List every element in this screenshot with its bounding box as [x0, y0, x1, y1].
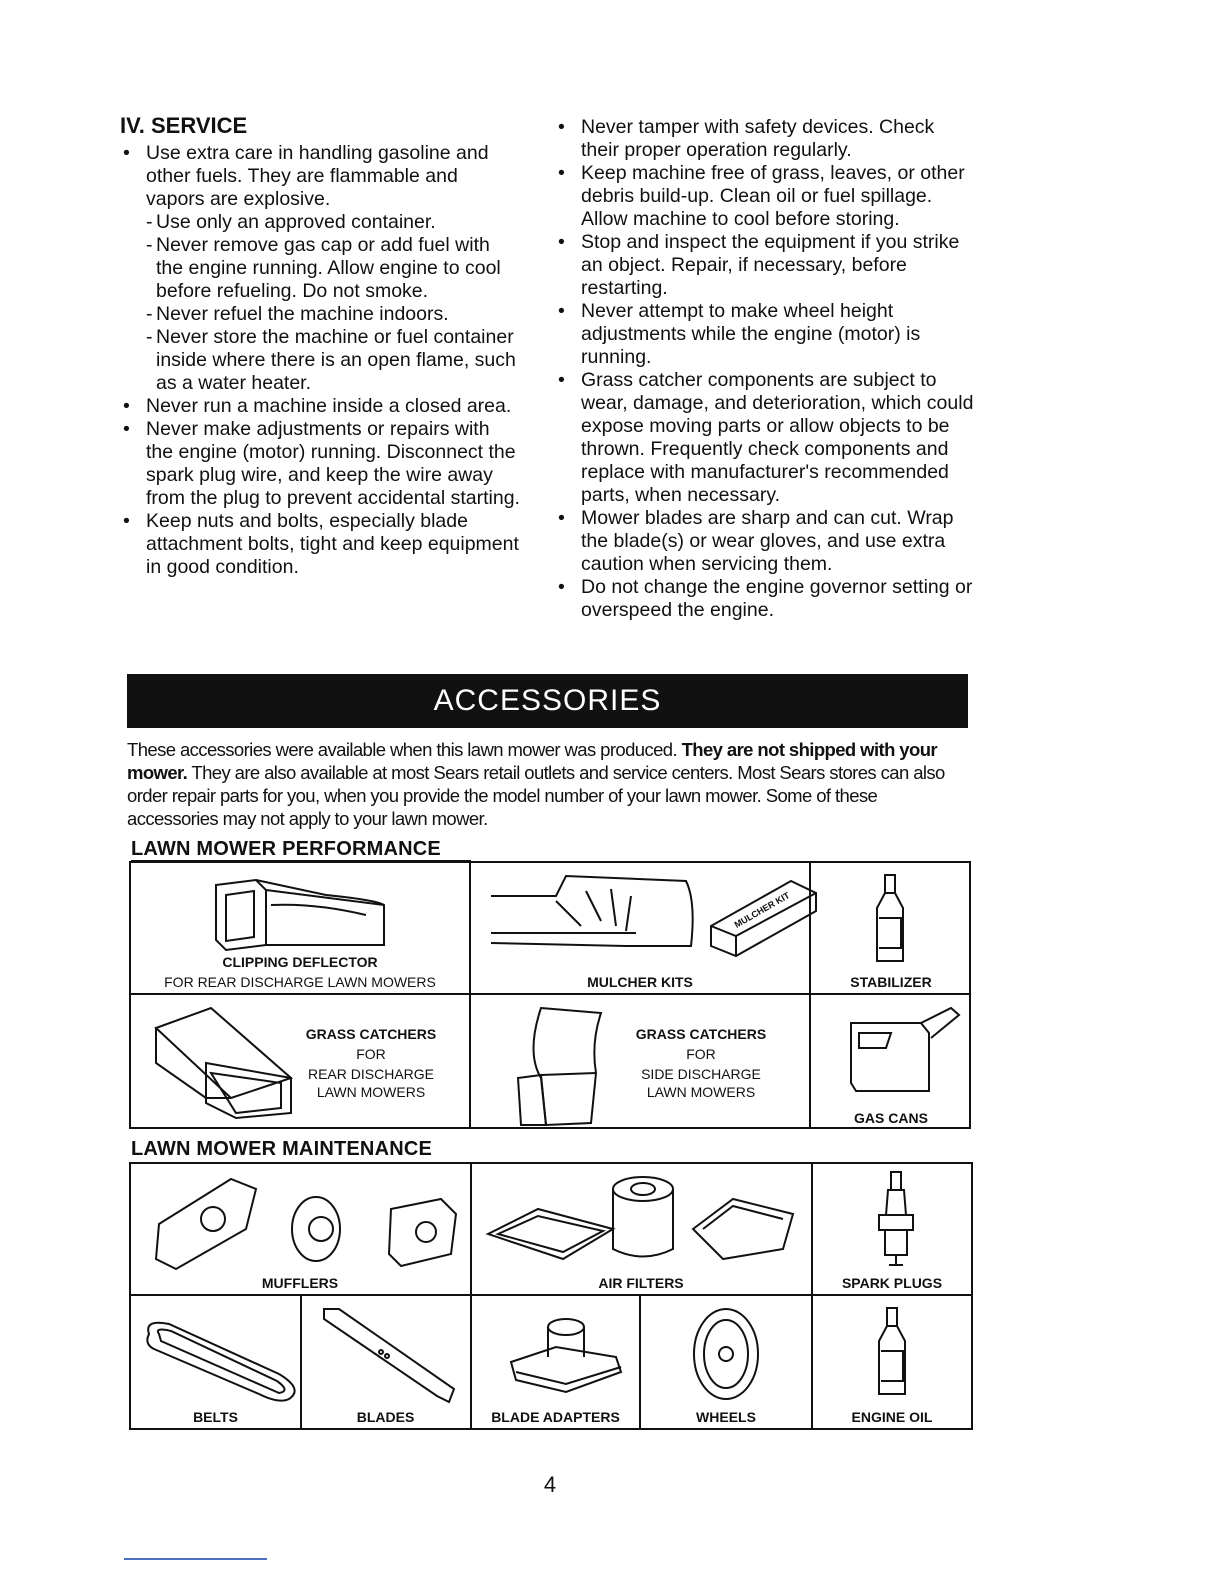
accessories-intro	[127, 738, 957, 830]
gc-side-1: GRASS CATCHERS	[635, 1026, 767, 1042]
service-left-column	[120, 114, 520, 579]
service-subitem: - Never refuel the machine indoors.	[120, 303, 520, 326]
gc-side-4: LAWN MOWERS	[646, 1084, 756, 1100]
service-item: • Keep machine free of grass, leaves, or other debris build-up. Clean oil or fuel spillage. Allow machine to cool before storing.	[555, 162, 975, 231]
intro-text-2: They are also available at most Sears retail outlets and service centers. Most Sears stores can also order repair parts for you, when you provide the model number of your lawn mower. Some of these accessories may not apply to your lawn mower.	[127, 762, 945, 829]
footer-rule	[124, 1558, 267, 1560]
mulcher-kit-icon	[486, 871, 806, 966]
engine-oil-icon	[873, 1306, 913, 1401]
divider	[131, 1294, 971, 1296]
gc-side-3: SIDE DISCHARGE	[641, 1066, 761, 1082]
wheel-icon	[686, 1304, 766, 1404]
gc-rear-4: LAWN MOWERS	[316, 1084, 426, 1100]
maintenance-heading: LAWN MOWER MAINTENANCE	[131, 1138, 433, 1160]
service-right-column	[555, 116, 975, 622]
clipping-deflector-sub: FOR REAR DISCHARGE LAWN MOWERS	[164, 974, 436, 990]
clipping-deflector-icon	[206, 875, 396, 955]
mulcher-box-text: MULCHER KIT	[732, 890, 792, 930]
service-subitem: - Use only an approved container.	[120, 211, 520, 234]
intro-text-1: These accessories were available when this lawn mower was produced.	[127, 739, 678, 760]
service-subitem: - Never remove gas cap or add fuel with the engine running. Allow engine to cool before refueling. Do not smoke.	[120, 234, 520, 303]
engine-oil-label: ENGINE OIL	[851, 1409, 933, 1425]
blade-icon	[319, 1304, 459, 1404]
side-grass-catcher-icon	[506, 1003, 606, 1128]
divider	[470, 1164, 472, 1428]
performance-grid	[129, 861, 971, 1129]
divider	[811, 1164, 813, 1428]
page-number: 4	[543, 1472, 557, 1497]
muffler-icon	[151, 1174, 461, 1269]
service-item: • Never tamper with safety devices. Check their proper operation regularly.	[555, 116, 975, 162]
belts-label: BELTS	[193, 1409, 238, 1425]
spark-plug-icon	[871, 1170, 921, 1270]
gas-cans-label: GAS CANS	[854, 1110, 928, 1126]
air-filters-label: AIR FILTERS	[598, 1275, 684, 1291]
service-item: • Grass catcher components are subject to wear, damage, and deterioration, which could expose moving parts or allow objects to be thrown. Frequently check components and replace with manufacturer's recommended parts, when necessary.	[555, 369, 975, 507]
stabilizer-label: STABILIZER	[850, 974, 932, 990]
air-filter-icon	[483, 1174, 803, 1264]
mulcher-kits-label: MULCHER KITS	[587, 974, 693, 990]
blade-adapter-icon	[506, 1312, 626, 1397]
rear-grass-catcher-icon	[151, 1003, 291, 1121]
gc-rear-2: FOR	[356, 1046, 386, 1062]
gc-rear-3: REAR DISCHARGE	[307, 1066, 435, 1082]
divider	[809, 863, 811, 1127]
performance-heading: LAWN MOWER PERFORMANCE	[131, 838, 441, 860]
service-item: • Stop and inspect the equipment if you strike an object. Repair, if necessary, before restarting.	[555, 231, 975, 300]
service-item: • Never run a machine inside a closed area.	[120, 395, 520, 418]
stabilizer-icon	[871, 873, 911, 968]
service-item: • Never attempt to make wheel height adjustments while the engine (motor) is running.	[555, 300, 975, 369]
divider	[131, 993, 969, 995]
service-title: IV. SERVICE	[120, 113, 248, 138]
service-item: • Keep nuts and bolts, especially blade attachment bolts, tight and keep equipment in good condition.	[120, 510, 520, 579]
service-item: • Mower blades are sharp and can cut. Wrap the blade(s) or wear gloves, and use extra caution when servicing them.	[555, 507, 975, 576]
service-item: • Never make adjustments or repairs with the engine (motor) running. Disconnect the spark plug wire, and keep the wire away from the plug to prevent accidental starting.	[120, 418, 520, 510]
maintenance-grid	[129, 1162, 973, 1430]
blade-adapters-label: BLADE ADAPTERS	[491, 1409, 620, 1425]
divider	[469, 863, 471, 1127]
service-subitem: - Never store the machine or fuel container inside where there is an open flame, such as a water heater.	[120, 326, 520, 395]
service-item: • Do not change the engine governor setting or overspeed the engine.	[555, 576, 975, 622]
blades-label: BLADES	[356, 1409, 415, 1425]
gc-side-2: FOR	[686, 1046, 716, 1062]
wheels-label: WHEELS	[696, 1409, 756, 1425]
mufflers-label: MUFFLERS	[261, 1275, 339, 1291]
accessories-banner: ACCESSORIES	[127, 674, 968, 728]
intro-bold: They are not shipped with your mower.	[127, 739, 937, 783]
gc-rear-1: GRASS CATCHERS	[305, 1026, 437, 1042]
belt-icon	[139, 1309, 299, 1404]
clipping-deflector-title: CLIPPING DEFLECTOR	[222, 954, 378, 970]
spark-plugs-label: SPARK PLUGS	[841, 1275, 943, 1291]
gas-can-icon	[841, 1003, 961, 1098]
service-item: • Use extra care in handling gasoline and other fuels. They are flammable and vapors are explosive.	[120, 142, 520, 211]
